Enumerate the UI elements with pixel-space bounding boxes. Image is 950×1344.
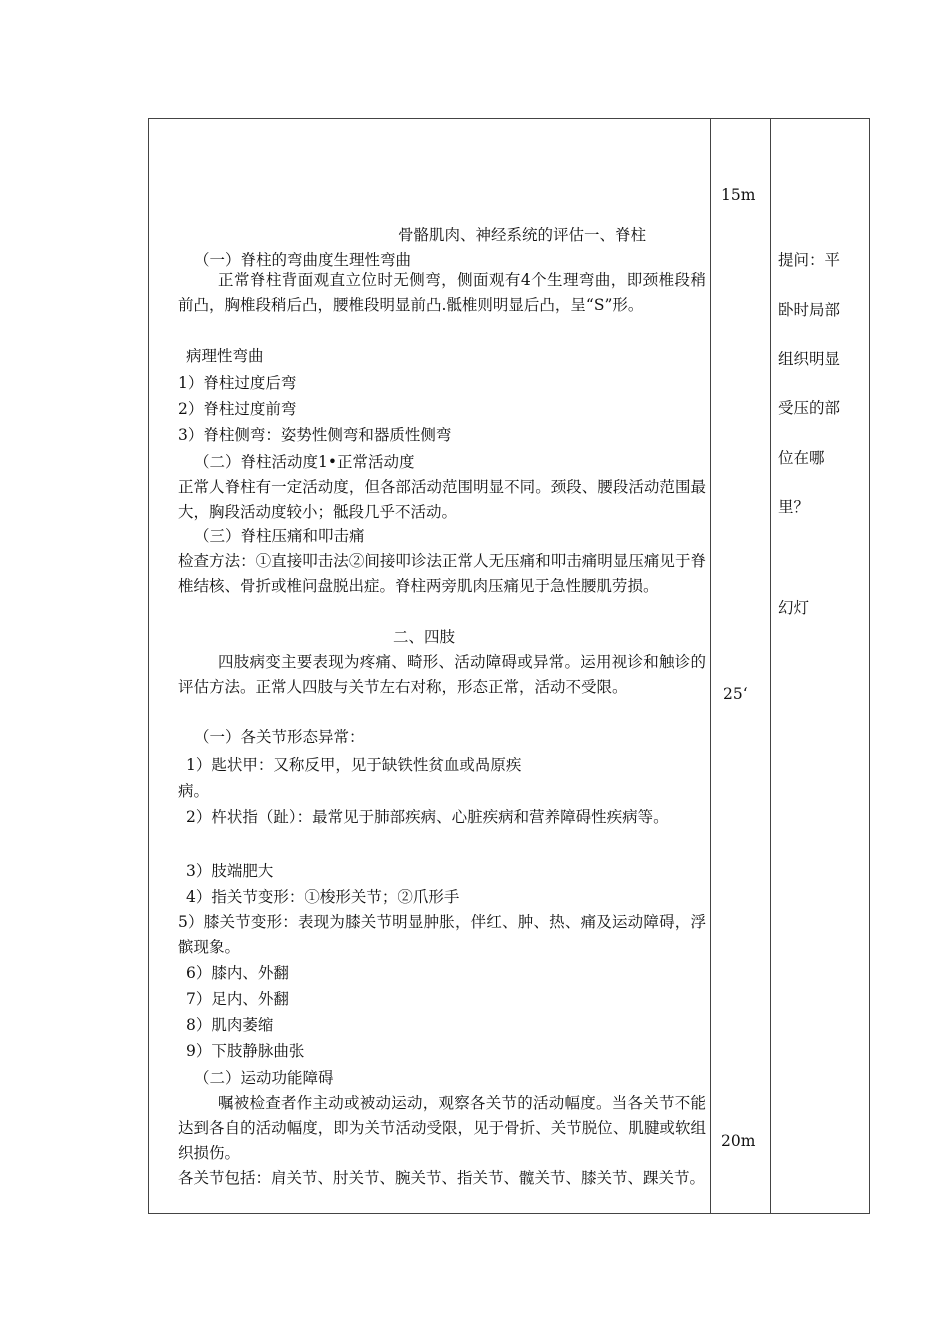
list-item: 9）下肢静脉曲张 [186, 1042, 305, 1060]
note-question-line: 卧时局部 [778, 301, 841, 319]
column-divider-notes [770, 119, 771, 1213]
subheading-spine-motion: （二）脊柱活动度1•正常活动度 [194, 453, 415, 471]
column-divider-time [710, 119, 711, 1213]
list-item: 3）脊柱侧弯：姿势性侧弯和器质性侧弯 [178, 426, 452, 444]
list-item: 1）脊柱过度后弯 [178, 374, 297, 392]
list-item: 4）指关节变形：①梭形关节；②爪形手 [186, 888, 460, 906]
time-20m: 20m [721, 1132, 756, 1150]
paragraph-spine-curve: 正常脊柱背面观直立位时无侧弯，侧面观有4个生理弯曲，即颈椎段稍前凸，胸椎段稍后凸，腰椎段明显前凸.骶椎则明显后凸，呈“S”形。 [178, 271, 706, 314]
paragraph-spine-press: 检查方法：①直接叩击法②间接叩诊法正常人无压痛和叩击痛明显压痛见于脊椎结核、骨折或椎问盘脱出症。脊柱两旁肌肉压痛见于急性腰肌劳损。 [178, 552, 706, 595]
time-15m: 15m [721, 186, 756, 204]
subheading-motor: （二）运动功能障碍 [194, 1069, 334, 1087]
list-item: 8）肌肉萎缩 [186, 1016, 274, 1034]
list-item: 6）膝内、外翻 [186, 964, 289, 982]
paragraph-limbs: 四肢病变主要表现为疼痛、畸形、活动障碍或异常。运用视诊和触诊的评估方法。正常人四肢与关节左右对称，形态正常，活动不受限。 [178, 653, 706, 696]
note-question-line: 受压的部 [778, 399, 841, 417]
list-item: 2）脊柱过度前弯 [178, 400, 297, 418]
list-item: 2）杵状指（趾）：最常见于肺部疾病、心脏疾病和营养障碍性疾病等。 [186, 808, 669, 826]
section-heading: 骨骼肌肉、神经系统的评估一、脊柱 [398, 226, 647, 244]
paragraph-motor: 嘱被检查者作主动或被动运动，观察各关节的活动幅度。当各关节不能达到各自的活动幅度，即为关节活动受限，见于骨折、关节脱位、肌腱或软组织损伤。 [178, 1094, 706, 1162]
list-item: 1）匙状甲：又称反甲，见于缺铁性贫血或咼原疾 [186, 756, 522, 774]
subheading-joint-abnormal: （一）各关节形态异常： [194, 728, 365, 746]
subheading-patho-curve: 病理性弯曲 [186, 347, 264, 365]
note-question-line: 位在哪 [778, 449, 825, 467]
list-item-continuation: 病。 [178, 782, 210, 800]
note-question-line: 提问：平 [778, 251, 841, 269]
note-question-line: 组织明显 [778, 350, 841, 368]
subheading-spine-curve: （一）脊柱的弯曲度生理性弯曲 [194, 251, 412, 269]
note-slide: 幻灯 [778, 599, 810, 617]
paragraph-joints: 各关节包括：肩关节、肘关节、腕关节、指关节、髋关节、膝关节、踝关节。 [178, 1169, 706, 1187]
section-heading-limbs: 二、四肢 [393, 628, 456, 646]
subheading-spine-press: （三）脊柱压痛和叩击痛 [194, 527, 365, 545]
time-25: 25‘ [723, 685, 748, 703]
paragraph-spine-motion: 正常人脊柱有一定活动度，但各部活动范围明显不同。颈段、腰段活动范围最大，胸段活动度较小；骶段几乎不活动。 [178, 478, 706, 521]
list-item: 5）膝关节变形：表现为膝关节明显肿胀，伴红、肿、热、痛及运动障碍，浮髌现象。 [178, 913, 706, 956]
note-question-line: 里？ [778, 498, 810, 516]
list-item: 3）肢端肥大 [186, 862, 274, 880]
list-item: 7）足内、外翻 [186, 990, 289, 1008]
